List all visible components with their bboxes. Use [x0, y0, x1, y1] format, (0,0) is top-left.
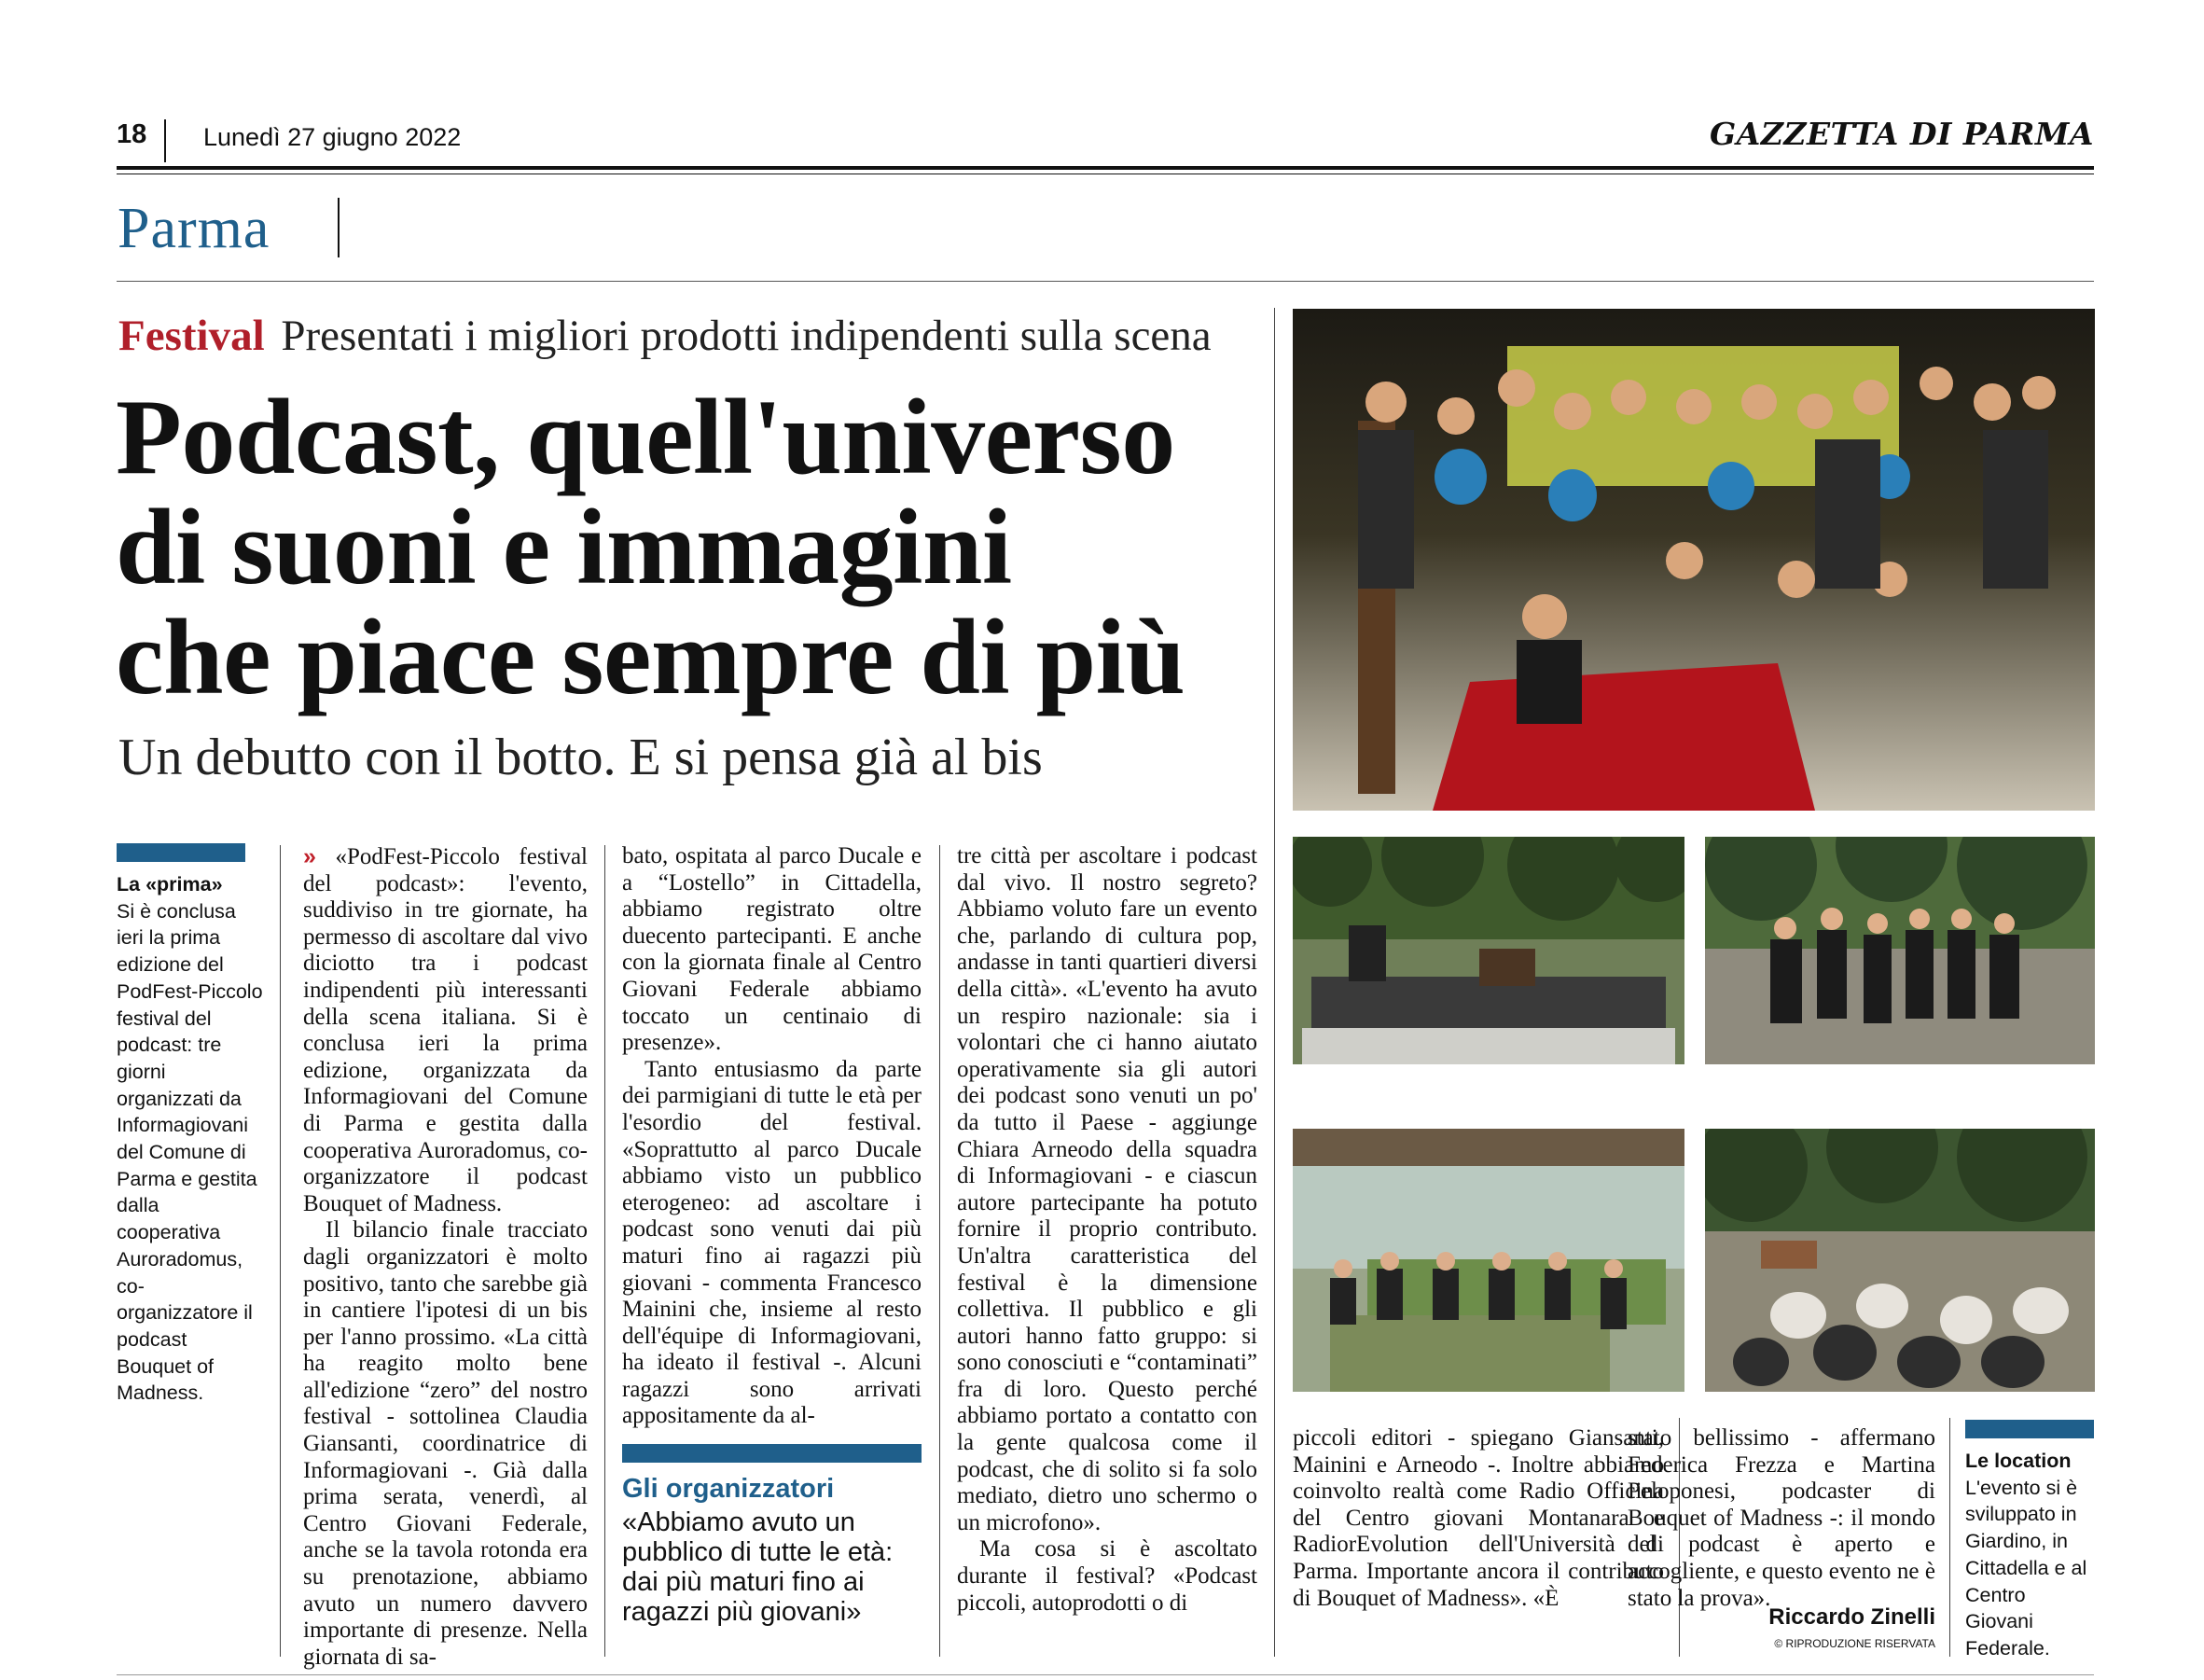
subhead: Presentati i migliori prodotti indipendenti sulla scena — [281, 312, 1212, 360]
section-rule — [117, 281, 2094, 282]
sidebar-prima-label: La «prima» — [117, 873, 223, 896]
sidebar-location-label: Le location — [1965, 1450, 2072, 1472]
column-rule-3 — [939, 845, 940, 1657]
headline — [116, 378, 1185, 717]
kicker-line — [118, 311, 1212, 361]
masthead-rule-thick — [117, 166, 2094, 170]
masthead: GAZZETTA DI PARMA — [1710, 116, 2094, 152]
page-number: 18 — [117, 119, 147, 149]
column-rule-2 — [604, 845, 605, 1657]
photo-team — [1705, 837, 2095, 1064]
photo-group-main — [1293, 309, 2095, 811]
sidebar-location-text: L'evento si è sviluppato in Giardino, in Cittadella e al Centro Giovani Federale. — [1965, 1476, 2087, 1659]
footer-rule — [117, 1674, 2094, 1675]
sidebar-prima-bar — [117, 843, 245, 862]
paragraph: Ma cosa si è ascoltato durante il festival? «Podcast piccoli, autoprodotti o di — [957, 1536, 1257, 1616]
pullquote-label: Gli organizzatori — [622, 1474, 835, 1504]
headline-line-1: Podcast, quell'universo — [116, 378, 1175, 497]
paragraph: stato bellissimo - affermano Federica Frezza e Martina Peloponesi, podcaster di Bouquet of Madness -: il mondo del podcast è aperto e accogliente, e questo evento ne è stato la prova». — [1628, 1425, 1935, 1611]
body-column-3 — [957, 843, 1257, 1617]
sidebar-prima-text: Si è conclusa ieri la prima edizione del PodFest-Piccolo festival del podcast: tre giorni organizzati da Informagiovani del Comune di Parma e gestita dalla cooperativa Auroradomus, co-organizzatore il podcast Bouquet of Madness. — [117, 899, 263, 1405]
author: Riccardo Zinelli — [1768, 1604, 1935, 1630]
body-column-1 — [303, 843, 588, 1671]
paragraph: tre città per ascoltare i podcast dal vivo. Il nostro segreto? Abbiamo voluto fare un evento che, parlando di cultura pop, andasse in tanti quartieri diversi della città». «L'evento ha avuto un respiro nazionale: sia i volontari che ci hanno aiutato operativamente sia gli autori dei podcast sono venuti un po' da tutto il Paese - aggiunge Chiara Arneodo della squadra di Informagiovani - e ciascun autore partecipante ha potuto fornire il proprio contributo. Un'altra caratteristica del festival è la dimensione collettiva. Il pubblico e gli autori hanno fatto gruppo: si sono conosciuti e “contaminati” fra di loro. Questo perché abbiamo portato a contatto con la gente qualcosa come il podcast, che di solito si fa solo mediato, dietro uno schermo o un microfono». — [957, 843, 1257, 1535]
pullquote-text: «Abbiamo avuto un pubblico di tutte le età: dai più maturi fino ai ragazzi più giovani» — [622, 1507, 894, 1627]
paragraph: piccoli editori - spiegano Giansanti, Mainini e Arneodo -. Inoltre abbiamo coinvolto realtà come Radio Officina del Centro giovani Montanara e RadiorEvolution dell'Università di Parma. Importante ancora il contributo di Bouquet of Madness». «È — [1293, 1425, 1664, 1611]
column-rule-6 — [1949, 1418, 1950, 1657]
deck: Un debutto con il botto. E si pensa già al bis — [118, 729, 1043, 786]
paragraph: Tanto entusiasmo da parte dei parmigiani di tutte le età per l'esordio del festival. «Soprattutto al parco Ducale abbiamo visto un pubblico eterogeneo: ad ascoltare i podcast sono venuti dai più maturi fino ai ragazzi più giovani - commenta Francesco Mainini che, insieme al resto dell'équipe di Informagiovani, ha ideato il festival -. Alcuni ragazzi sono arrivati appositamente da al- — [622, 1056, 922, 1429]
sidebar-location — [1965, 1448, 2096, 1662]
headline-line-3: che piace sempre di più — [116, 598, 1185, 717]
issue-date: Lunedì 27 giugno 2022 — [203, 123, 462, 151]
paragraph: Il bilancio finale tracciato dagli organizzatori è molto positivo, tanto che sarebbe già in cantiere l'ipotesi di un bis per l'anno prossimo. «La città ha reagito molto bene all'edizione “zero” del nostro festival - sottolinea Claudia Giansanti, coordinatrice di Informagiovani -. Già dalla prima serata, venerdì, al Centro Giovani Federale, anche se la tavola rotonda era su prenotazione, abbiamo avuto un numero davvero importante di presenze. Nella giornata di sa- — [303, 1217, 588, 1670]
paragraph — [303, 843, 588, 1217]
section-title: Parma — [118, 197, 270, 260]
section-divider — [338, 198, 340, 257]
pullquote-bar — [622, 1444, 922, 1463]
copyright: © RIPRODUZIONE RISERVATA — [1774, 1637, 1935, 1650]
body-column-5 — [1628, 1425, 1935, 1612]
column-rule-1 — [280, 845, 281, 1657]
sidebar-location-bar — [1965, 1420, 2094, 1438]
body-column-2 — [622, 843, 922, 1430]
headline-line-2: di suoni e immagini — [116, 488, 1012, 607]
quote-mark-icon: » — [303, 843, 316, 869]
pullquote — [622, 1474, 930, 1627]
photo-audience — [1705, 1129, 2095, 1392]
body-text: «PodFest-Piccolo festival del podcast»: l'evento, suddiviso in tre giornate, ha permesso di ascoltare dal vivo diciotto tra i podcast indipendenti più interessanti della scena italiana. Si è conclusa ieri la prima edizione, organizzata da Informagiovani del Comune di Parma e gestita dalla cooperativa Auroradomus, co-organizzatore il podcast Bouquet of Madness. — [303, 844, 588, 1216]
photo-round-table — [1293, 1129, 1684, 1392]
column-rule-4 — [1274, 308, 1275, 1657]
header-divider — [164, 119, 166, 162]
kicker: Festival — [118, 312, 265, 360]
body-column-4 — [1293, 1425, 1664, 1612]
photo-stage — [1293, 837, 1684, 1064]
paragraph: bato, ospitata al parco Ducale e a “Lostello” in Cittadella, abbiamo registrato oltre duecento partecipanti. E anche con la giornata finale al Centro Giovani Federale abbiamo toccato un centinaio di presenze». — [622, 843, 922, 1056]
sidebar-prima — [117, 871, 266, 1407]
